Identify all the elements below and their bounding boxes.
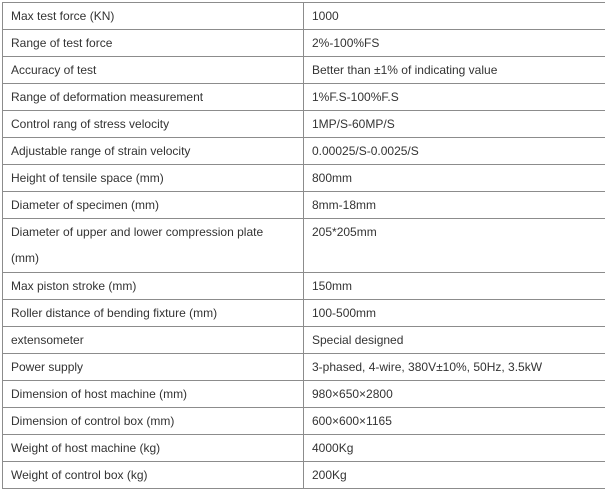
table-row	[3, 435, 605, 462]
table-row	[3, 138, 605, 165]
table-row	[3, 300, 605, 327]
spec-value-bending-roller-distance: 100-500mm	[304, 300, 605, 327]
table-row	[3, 192, 605, 219]
spec-value-compression-plate-diameter: 205*205mm	[304, 219, 605, 273]
table-row	[3, 273, 605, 300]
spec-label-control-box-weight: Weight of control box (kg)	[3, 462, 304, 489]
spec-value-accuracy-of-test: Better than ±1% of indicating value	[304, 57, 605, 84]
spec-value-host-machine-dimension: 980×650×2800	[304, 381, 605, 408]
spec-label-accuracy-of-test: Accuracy of test	[3, 57, 304, 84]
table-row	[3, 327, 605, 354]
spec-label-host-machine-weight: Weight of host machine (kg)	[3, 435, 304, 462]
table-row	[3, 30, 605, 57]
spec-value-extensometer: Special designed	[304, 327, 605, 354]
table-row	[3, 408, 605, 435]
specification-table-body	[3, 3, 605, 489]
spec-value-stress-velocity: 1MP/S-60MP/S	[304, 111, 605, 138]
table-row	[3, 165, 605, 192]
spec-label-specimen-diameter: Diameter of specimen (mm)	[3, 192, 304, 219]
spec-label-max-piston-stroke: Max piston stroke (mm)	[3, 273, 304, 300]
spec-value-max-test-force: 1000	[304, 3, 605, 30]
spec-value-power-supply: 3-phased, 4-wire, 380V±10%, 50Hz, 3.5kW	[304, 354, 605, 381]
spec-label-host-machine-dimension: Dimension of host machine (mm)	[3, 381, 304, 408]
spec-value-specimen-diameter: 8mm-18mm	[304, 192, 605, 219]
table-row	[3, 381, 605, 408]
spec-value-tensile-space-height: 800mm	[304, 165, 605, 192]
spec-label-max-test-force: Max test force (KN)	[3, 3, 304, 30]
spec-label-extensometer: extensometer	[3, 327, 304, 354]
spec-value-control-box-weight: 200Kg	[304, 462, 605, 489]
spec-label-power-supply: Power supply	[3, 354, 304, 381]
table-row	[3, 57, 605, 84]
table-row	[3, 354, 605, 381]
spec-label-control-box-dimension: Dimension of control box (mm)	[3, 408, 304, 435]
spec-label-bending-roller-distance: Roller distance of bending fixture (mm)	[3, 300, 304, 327]
spec-label-stress-velocity: Control rang of stress velocity	[3, 111, 304, 138]
table-row	[3, 462, 605, 489]
spec-value-host-machine-weight: 4000Kg	[304, 435, 605, 462]
specification-table	[2, 2, 605, 489]
spec-value-deformation-range: 1%F.S-100%F.S	[304, 84, 605, 111]
table-row	[3, 3, 605, 30]
spec-value-max-piston-stroke: 150mm	[304, 273, 605, 300]
spec-label-tensile-space-height: Height of tensile space (mm)	[3, 165, 304, 192]
spec-value-strain-velocity: 0.00025/S-0.0025/S	[304, 138, 605, 165]
table-row	[3, 219, 605, 273]
spec-label-deformation-range: Range of deformation measurement	[3, 84, 304, 111]
spec-label-range-of-test-force: Range of test force	[3, 30, 304, 57]
spec-label-compression-plate-diameter: Diameter of upper and lower compression plate (mm)	[3, 219, 304, 273]
spec-label-strain-velocity: Adjustable range of strain velocity	[3, 138, 304, 165]
spec-value-range-of-test-force: 2%-100%FS	[304, 30, 605, 57]
table-row	[3, 84, 605, 111]
table-row	[3, 111, 605, 138]
spec-value-control-box-dimension: 600×600×1165	[304, 408, 605, 435]
